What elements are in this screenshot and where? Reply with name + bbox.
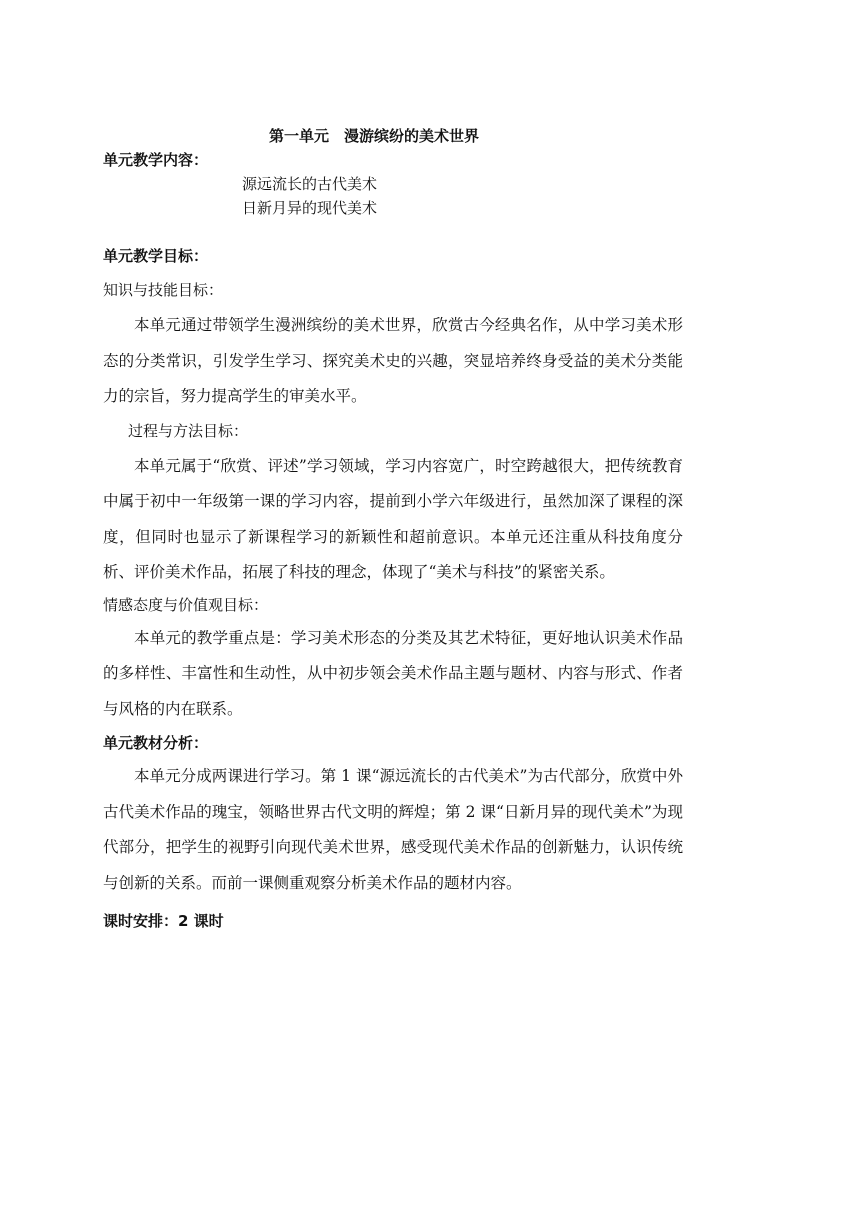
emotion-paragraph: 本单元的教学重点是：学习美术形态的分类及其艺术特征，更好地认识美术作品的多样性、丰富性和生动性，从中初步领会美术作品主题与题材、内容与形式、作者与风格的内在联系。 bbox=[103, 628, 683, 718]
process-heading: 过程与方法目标： bbox=[128, 421, 249, 440]
analysis-heading: 单元教材分析： bbox=[103, 734, 209, 752]
objectives-heading: 单元教学目标： bbox=[103, 247, 209, 265]
document-body bbox=[103, 124, 683, 933]
unit-title: 第一单元 漫游缤纷的美术世界 bbox=[269, 127, 480, 145]
content-heading: 单元教学内容： bbox=[103, 151, 209, 169]
analysis-paragraph: 本单元分成两课进行学习。第 1 课“源远流长的古代美术”为古代部分，欣赏中外古代美术作品的瑰宝，领略世界古代文明的辉煌；第 2 课“日新月异的现代美术”为现代部分，把学生的视野引向现代美术世界，感受现代美术作品的创新魅力，认识传统与创新的关系。而前一课侧重观察分析美术作品的题材内容。 bbox=[103, 767, 683, 892]
schedule-line: 课时安排：2 课时 bbox=[103, 912, 224, 930]
process-paragraph: 本单元属于“欣赏、评述”学习领域，学习内容宽广，时空跨越很大，把传统教育中属于初中一年级第一课的学习内容，提前到小学六年级进行，虽然加深了课程的深度，但同时也显示了新课程学习的新颖性和超前意识。本单元还注重从科技角度分析、评价美术作品，拓展了科技的理念，体现了“美术与科技”的紧密关系。 bbox=[103, 456, 683, 581]
content-item: 日新月异的现代美术 bbox=[242, 199, 378, 217]
content-list bbox=[103, 172, 683, 220]
emotion-heading: 情感态度与价值观目标： bbox=[103, 595, 269, 614]
knowledge-paragraph: 本单元通过带领学生漫洲缤纷的美术世界，欣赏古今经典名作，从中学习美术形态的分类常识，引发学生学习、探究美术史的兴趣，突显培养终身受益的美术分类能力的宗旨，努力提高学生的审美水平。 bbox=[103, 316, 683, 405]
content-item: 源远流长的古代美术 bbox=[242, 175, 378, 193]
knowledge-heading: 知识与技能目标： bbox=[103, 281, 224, 299]
